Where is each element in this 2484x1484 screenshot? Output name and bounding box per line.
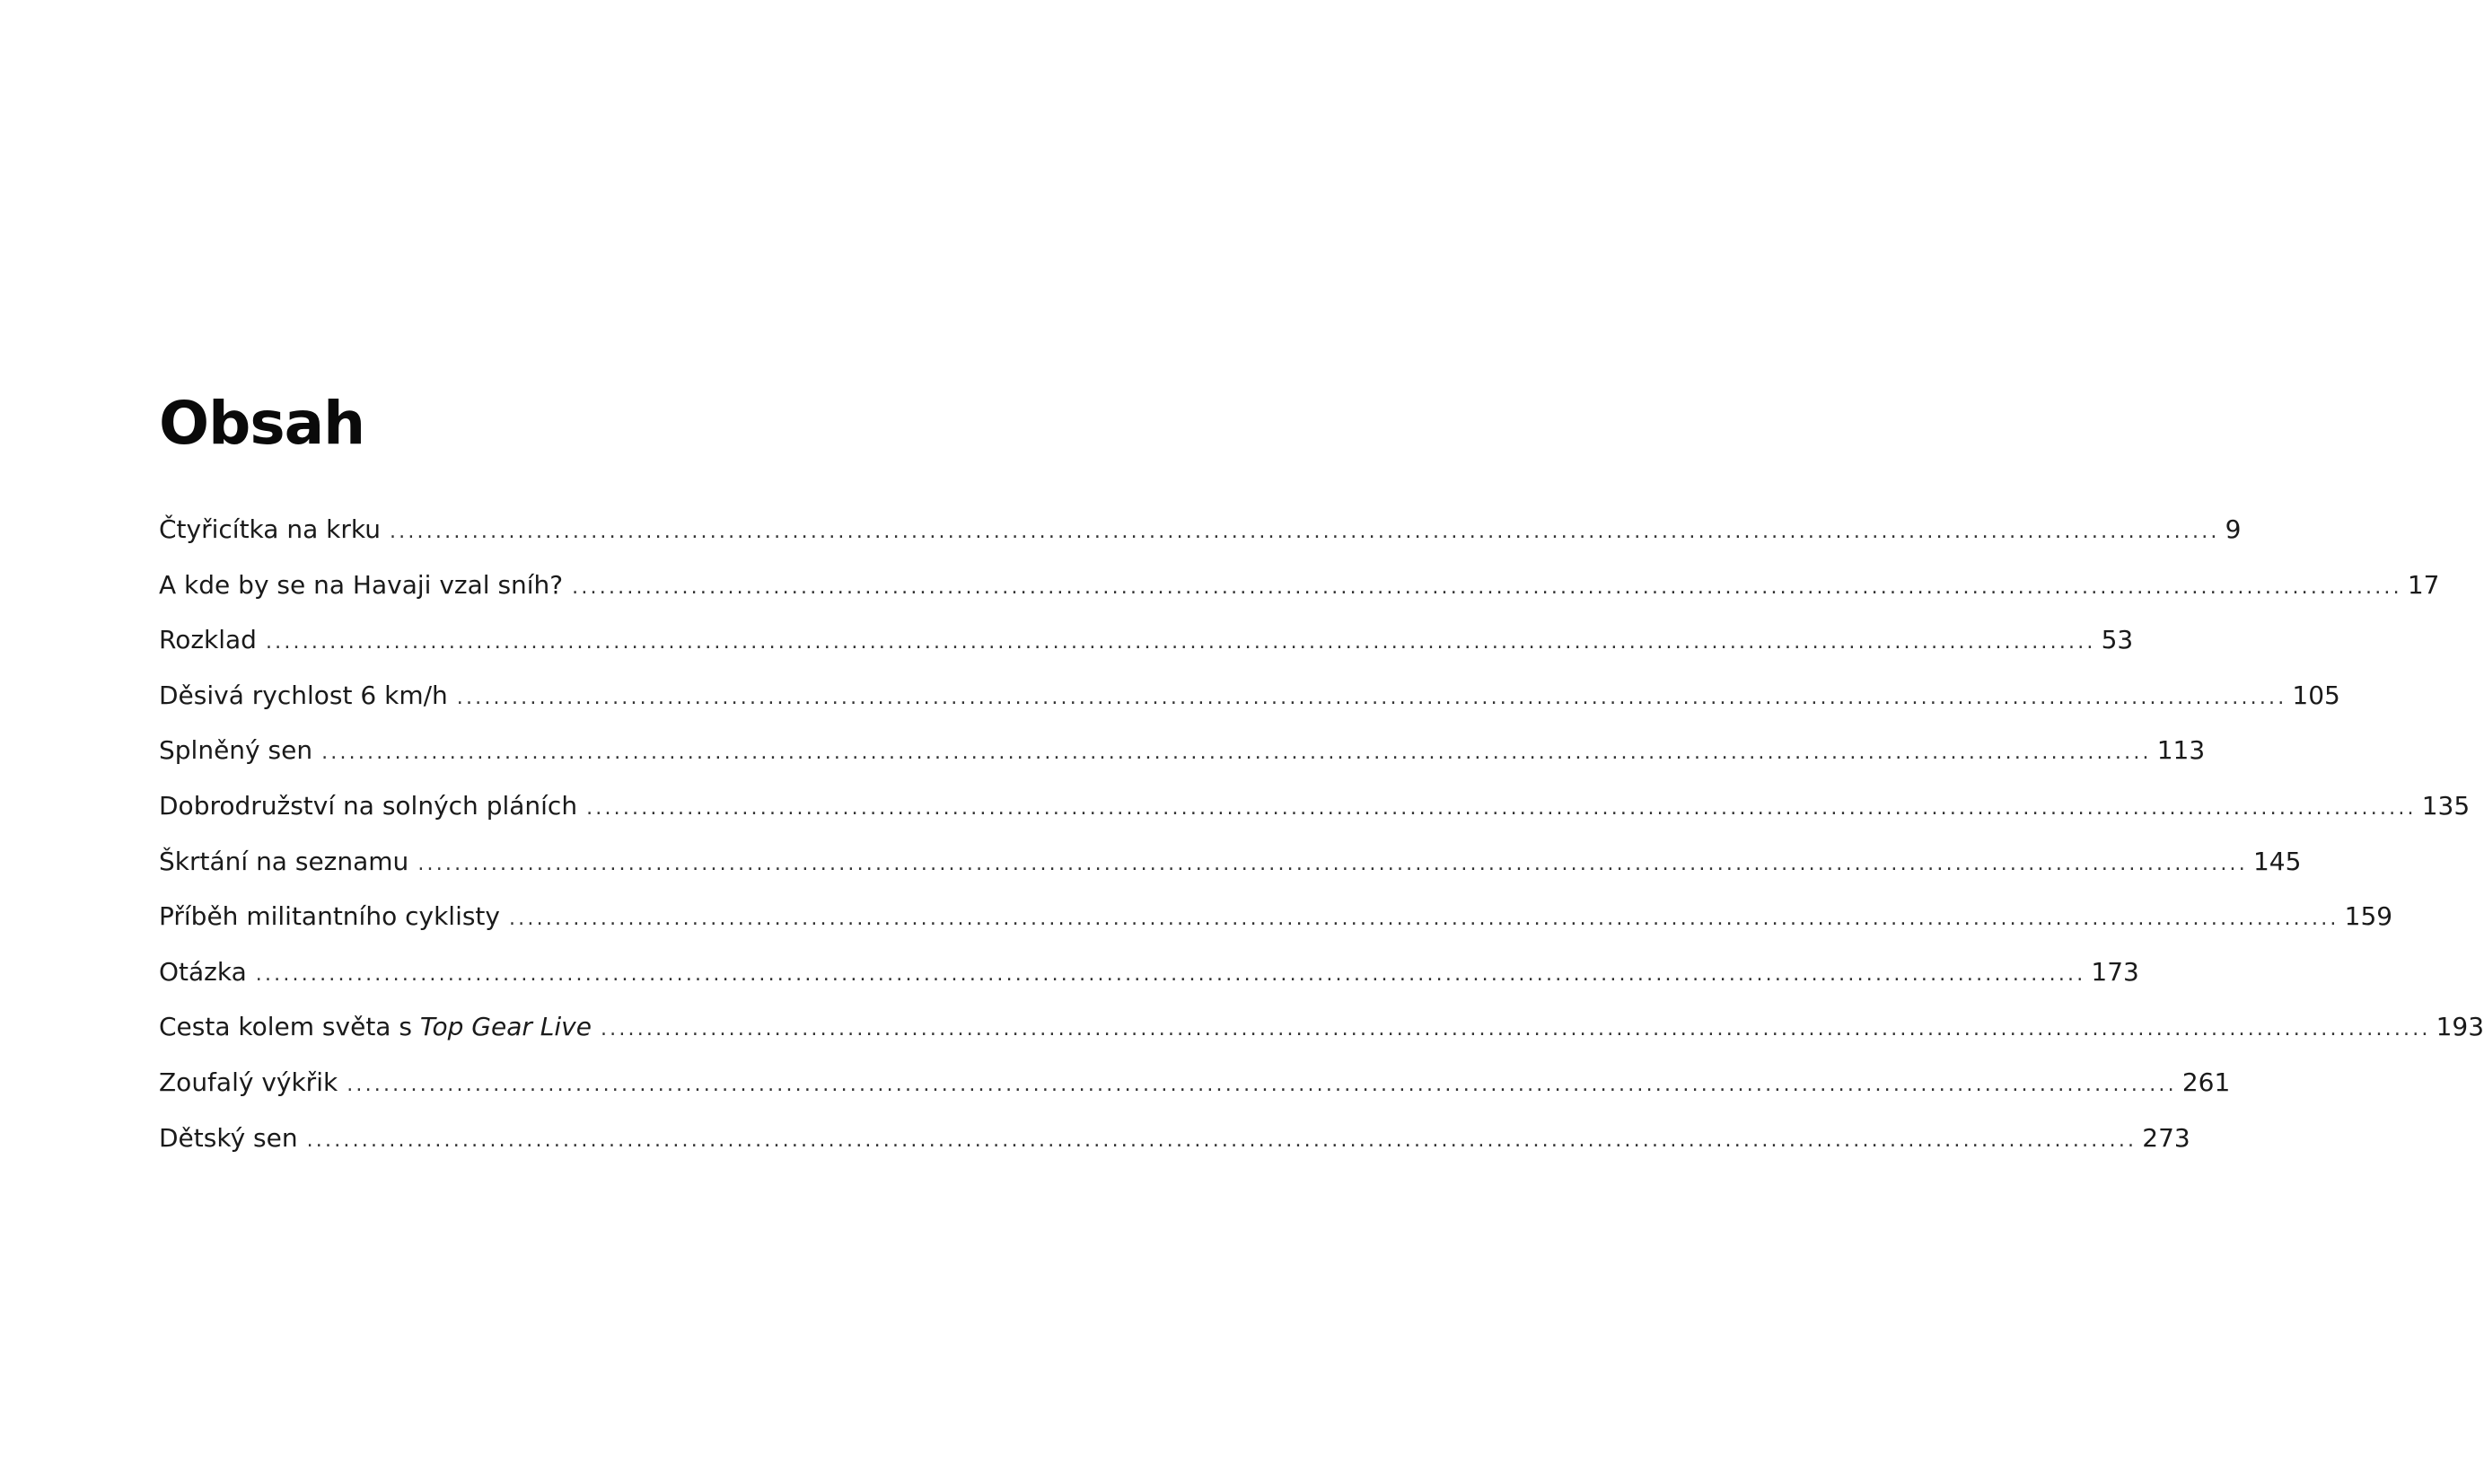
toc-entry-page: 113 <box>2156 735 2206 766</box>
toc-entry-title: Zoufalý výkřik <box>159 1067 338 1097</box>
toc-entry-title: A kde by se na Havaji vzal sníh? <box>159 569 564 600</box>
toc-dot-leader: ........................................................................................................................................................................................................ <box>255 962 2086 986</box>
toc-entry-title <box>159 1009 592 1045</box>
toc-entry-page: 135 <box>2421 790 2471 821</box>
table-of-contents <box>159 512 2484 1175</box>
toc-entry-title: Příběh militantního cyklisty <box>159 901 500 932</box>
toc-dot-leader: ........................................................................................................................................................................................................ <box>600 1018 2431 1041</box>
toc-entry <box>159 954 2139 1010</box>
page-title: Obsah <box>159 389 365 458</box>
toc-dot-leader: ........................................................................................................................................................................................................ <box>456 686 2287 709</box>
toc-entry <box>159 1009 2484 1065</box>
toc-entry <box>159 788 2471 844</box>
toc-entry-title: Rozklad <box>159 625 257 655</box>
toc-entry-page: 105 <box>2292 680 2340 710</box>
toc-entry <box>159 567 2440 623</box>
toc-entry-title-plain: Cesta kolem světa s <box>159 1012 420 1042</box>
toc-entry <box>159 678 2340 733</box>
toc-dot-leader: ........................................................................................................................................................................................................ <box>417 852 2248 875</box>
toc-entry-page: 173 <box>2091 956 2139 987</box>
toc-dot-leader: ........................................................................................................................................................................................................ <box>572 575 2402 599</box>
toc-entry <box>159 733 2206 788</box>
toc-dot-leader: ........................................................................................................................................................................................................ <box>347 1073 2177 1096</box>
toc-dot-leader: ........................................................................................................................................................................................................ <box>306 1128 2137 1152</box>
toc-entry <box>159 1120 2190 1176</box>
toc-entry-title: Splněný sen <box>159 735 313 766</box>
toc-entry <box>159 844 2302 900</box>
toc-entry-page: 53 <box>2101 625 2134 655</box>
toc-entry-page: 193 <box>2436 1012 2484 1042</box>
toc-entry-title: Dobrodružství na solných pláních <box>159 790 578 821</box>
toc-entry-title: Děsivá rychlost 6 km/h <box>159 680 448 710</box>
toc-dot-leader: ........................................................................................................................................................................................................ <box>389 521 2220 543</box>
toc-entry-title-italic: Top Gear Live <box>419 1012 592 1042</box>
toc-entry <box>159 899 2393 954</box>
toc-entry-title: Čtyřicítka na krku <box>159 514 381 544</box>
toc-entry-page: 17 <box>2407 569 2440 600</box>
toc-entry-page: 9 <box>2225 514 2242 544</box>
toc-entry-page: 145 <box>2252 846 2302 876</box>
toc-entry <box>159 1065 2231 1120</box>
toc-dot-leader: ........................................................................................................................................................................................................ <box>265 631 2096 654</box>
toc-entry-title: Otázka <box>159 956 247 987</box>
toc-dot-leader: ........................................................................................................................................................................................................ <box>508 908 2339 931</box>
toc-entry <box>159 622 2134 678</box>
toc-entry-title: Dětský sen <box>159 1122 298 1153</box>
toc-entry-page: 273 <box>2142 1122 2190 1153</box>
toc-dot-leader: ........................................................................................................................................................................................................ <box>321 742 2152 765</box>
toc-entry-title: Škrtání na seznamu <box>159 846 409 876</box>
toc-entry-page: 159 <box>2344 901 2393 932</box>
toc-entry <box>159 512 2242 567</box>
toc-entry-page: 261 <box>2181 1067 2231 1097</box>
toc-dot-leader: ........................................................................................................................................................................................................ <box>586 796 2417 820</box>
